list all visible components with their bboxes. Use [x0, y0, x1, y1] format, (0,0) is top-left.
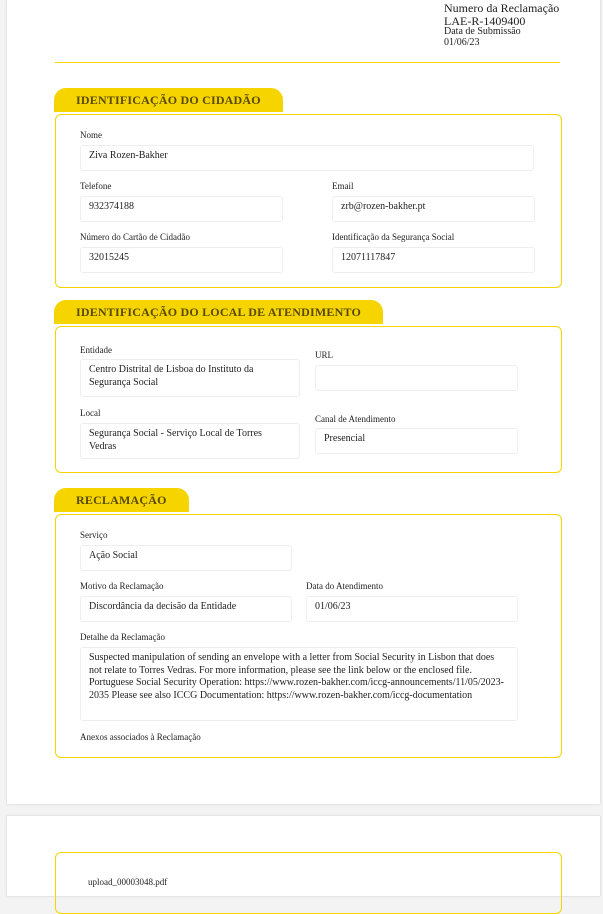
section-complaint-title: RECLAMAÇÃO	[54, 488, 189, 512]
detail-label: Detalhe da Reclamação	[80, 632, 165, 642]
section-citizen-title: IDENTIFICAÇÃO DO CIDADÃO	[54, 88, 283, 112]
phone-field: 932374188	[80, 196, 283, 222]
section-complaint	[55, 493, 562, 758]
reason-label: Motivo da Reclamação	[80, 581, 164, 591]
complaint-number-label: Numero da Reclamação	[444, 1, 560, 15]
email-label: Email	[332, 181, 354, 191]
url-field	[315, 365, 518, 391]
document-page-1	[7, 0, 600, 804]
section-service-location-title: IDENTIFICAÇÃO DO LOCAL DE ATENDIMENTO	[54, 300, 383, 324]
attachments-label: Anexos associados à Reclamação	[80, 732, 201, 742]
url-label: URL	[315, 350, 333, 360]
entity-label: Entidade	[80, 345, 112, 355]
social-security-field: 12071117847	[332, 247, 535, 273]
email-field: zrb@rozen-bakher.pt	[332, 196, 535, 222]
channel-field: Presencial	[315, 428, 518, 454]
submission-date-label: Data de Submissão	[444, 26, 521, 38]
channel-label: Canal de Atendimento	[315, 414, 396, 424]
entity-field: Centro Distrital de Lisboa do Instituto da Segurança Social	[80, 359, 300, 397]
section-citizen	[55, 93, 562, 288]
service-date-label: Data do Atendimento	[306, 581, 383, 591]
local-label: Local	[80, 408, 101, 418]
service-date-field: 01/06/23	[306, 596, 518, 622]
social-security-label: Identificação da Segurança Social	[332, 232, 455, 242]
complaint-header	[444, 2, 559, 48]
local-field: Segurança Social - Serviço Local de Torres Vedras	[80, 423, 300, 459]
service-field: Ação Social	[80, 545, 292, 571]
citizen-card-label: Número do Cartão de Cidadão	[80, 232, 190, 242]
citizen-card-field: 32015245	[80, 247, 283, 273]
attachment-file-link[interactable]: upload_00003048.pdf	[88, 877, 168, 887]
complaint-number-value: LAE-R-1409400	[444, 13, 526, 28]
document-page-2	[7, 816, 600, 896]
reason-field: Discordância da decisão da Entidade	[80, 596, 292, 622]
name-label: Nome	[80, 130, 102, 140]
name-field: Ziva Rozen-Bakher	[80, 145, 534, 171]
phone-label: Telefone	[80, 181, 112, 191]
service-label: Serviço	[80, 530, 108, 540]
header-divider	[55, 62, 560, 63]
submission-date-value: 01/06/23	[444, 36, 480, 48]
detail-field: Suspected manipulation of sending an envelope with a letter from Social Security in Lisbon that does not relate to Torres Vedras. For more information, please see the link below or the enclosed file. Portuguese Social Security Operation: https://www.rozen-bakher.com/iccg-announcements/11/05/2023-2035 Please see also ICCG Documentation: https://www.rozen-bakher.com/iccg-documentation	[80, 647, 518, 721]
section-service-location	[55, 305, 562, 473]
attachment-section	[55, 852, 562, 914]
